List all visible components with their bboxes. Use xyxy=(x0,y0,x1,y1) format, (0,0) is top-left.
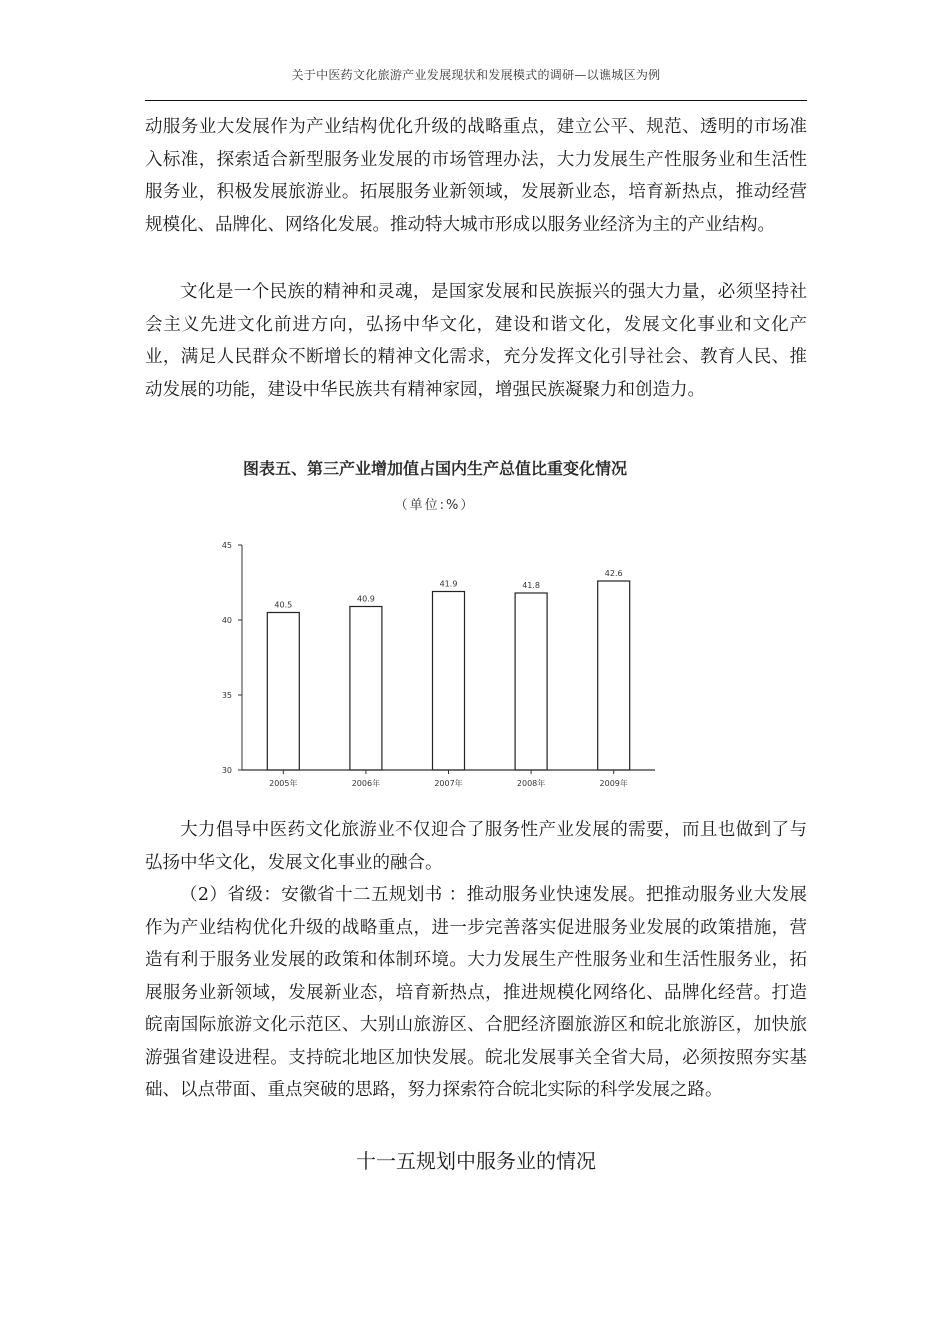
chart-plot xyxy=(195,450,675,800)
y-tick-label: 30 xyxy=(221,766,232,775)
paragraph-2: 文化是一个民族的精神和灵魂，是国家发展和民族振兴的强大力量，必须坚持社会主义先进文化前进方向，弘扬中华文化，建设和谐文化，发展文化事业和文化产业，满足人民群众不断增长的精神文化需求，充分发挥文化引导社会、教育人民、推动发展的功能，建设中华民族共有精神家园，增强民族凝聚力和创造力。 xyxy=(145,282,807,400)
y-tick-label: 35 xyxy=(221,691,232,700)
y-tick-label: 40 xyxy=(221,616,232,625)
x-tick-label: 2009年 xyxy=(599,779,628,788)
bar xyxy=(433,592,465,771)
x-tick-label: 2005年 xyxy=(269,779,298,788)
running-header: 关于中医药文化旅游产业发展现状和发展模式的调研—以谯城区为例 xyxy=(291,68,661,82)
x-tick-label: 2008年 xyxy=(516,779,546,788)
chart-unit: （单位:%） xyxy=(394,498,476,513)
bar-value-label: 40.5 xyxy=(274,600,293,610)
bar xyxy=(598,581,630,770)
x-tick-label: 2006年 xyxy=(351,779,381,788)
header-rule xyxy=(145,100,807,101)
paragraph-4: （2）省级：安徽省十二五规划书 ：推动服务业快速发展。把推动服务业大发展作为产业结构优化升级的战略重点，进一步完善落实促进服务业发展的政策措施，营造有利于服务业发展的政策和体制环境。大力发展生产性服务业和生活性服务业，拓展服务业新领域，发展新业态，培育新热点，推进规模化网络化、品牌化经营。打造皖南国际旅游文化示范区、大别山旅游区、合肥经济圈旅游区和皖北旅游区，加快旅游强省建设进程。支持皖北地区加快发展。皖北发展事关全省大局，必须按照夯实基础、以点带面、重点突破的思路，努力探索符合皖北实际的科学发展之路。 xyxy=(145,885,807,1100)
bar xyxy=(267,613,299,771)
chart-title: 图表五、第三产业增加值占国内生产总值比重变化情况 xyxy=(242,459,627,478)
y-tick-label: 45 xyxy=(221,541,232,550)
bar-value-label: 41.8 xyxy=(522,581,541,590)
x-tick-label: 2007年 xyxy=(434,779,463,788)
bar xyxy=(350,607,382,771)
bar-chart xyxy=(195,450,675,800)
paragraph-1: 动服务业大发展作为产业结构优化升级的战略重点，建立公平、规范、透明的市场准入标准，探索适合新型服务业发展的市场管理办法，大力发展生产性服务业和生活性服务业，积极发展旅游业。拓展服务业新领域，发展新业态，培育新热点，推动经营规模化、品牌化、网络化发展。推动特大城市形成以服务业经济为主的产业结构。 xyxy=(145,117,807,235)
bar-value-label: 41.9 xyxy=(439,579,458,589)
bar-value-label: 40.9 xyxy=(356,594,375,604)
bar-value-label: 42.6 xyxy=(604,569,623,578)
paragraph-3: 大力倡导中医药文化旅游业不仅迎合了服务性产业发展的需要，而且也做到了与弘扬中华文化，发展文化事业的融合。 xyxy=(145,820,807,873)
bar xyxy=(515,593,547,770)
section-title: 十一五规划中服务业的情况 xyxy=(356,1149,596,1173)
